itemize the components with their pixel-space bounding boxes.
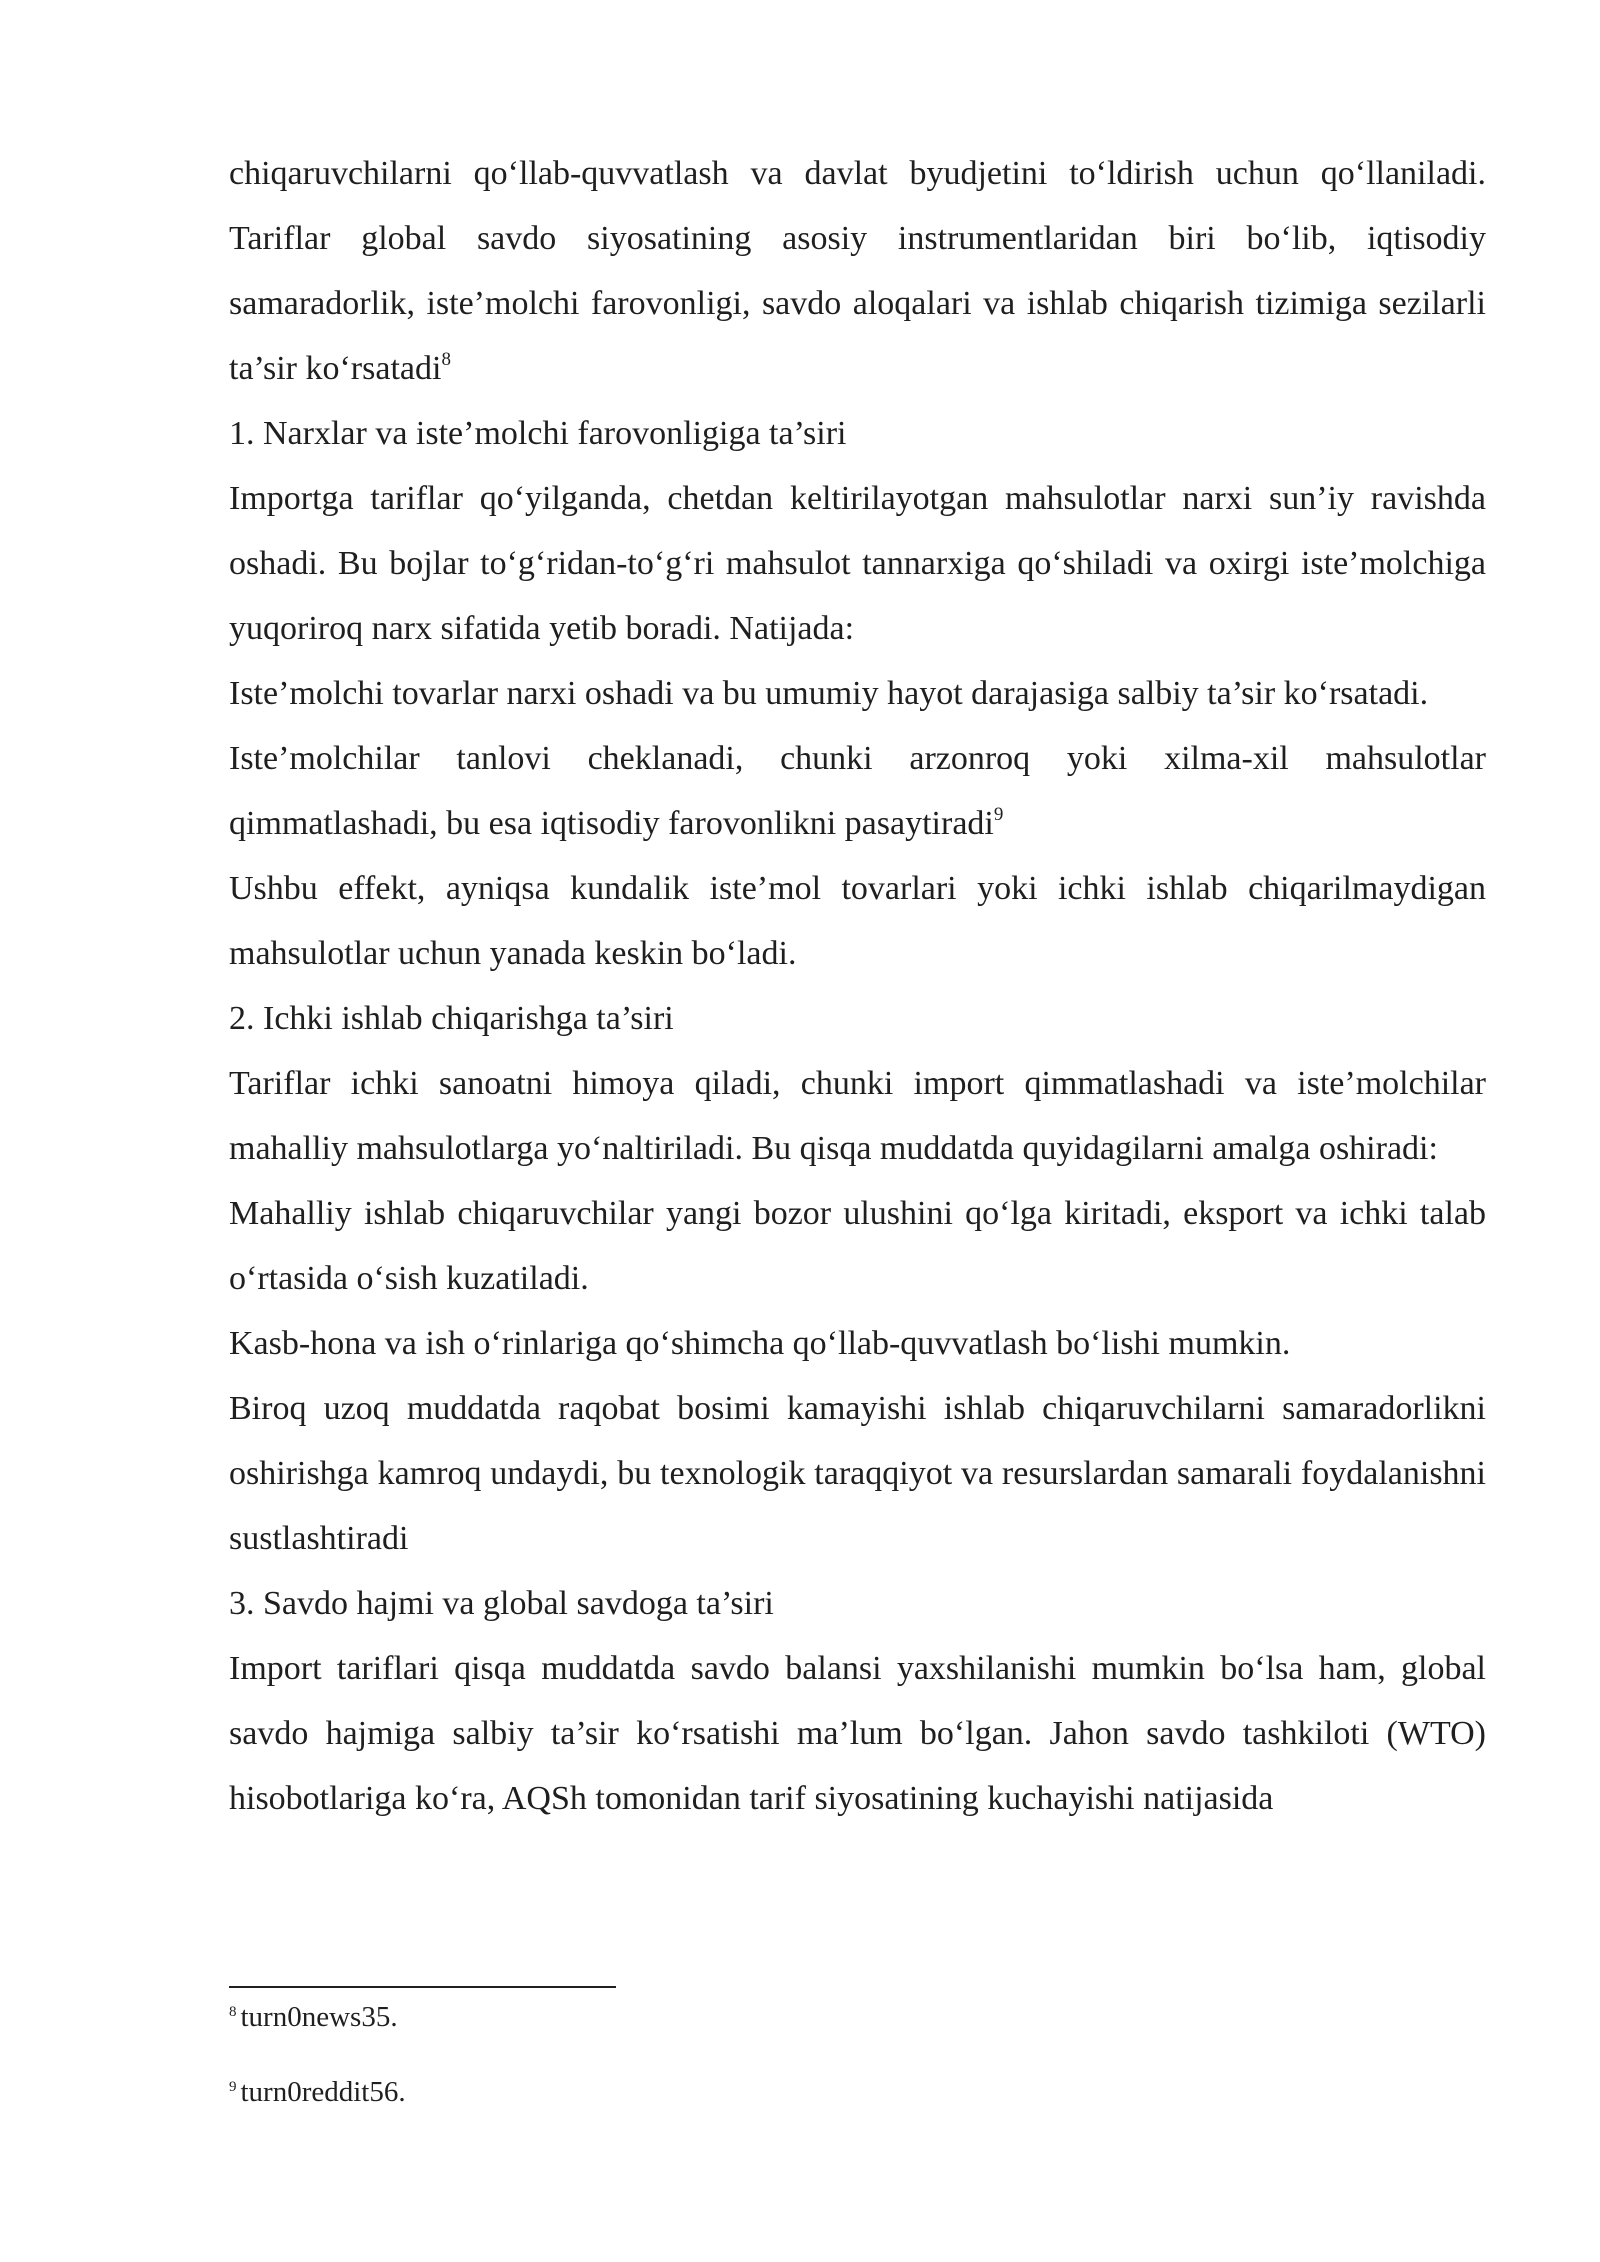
paragraph: Iste’molchi tovarlar narxi oshadi va bu umumiy hayot darajasiga salbiy ta’sir ko‘rsatadi.	[229, 675, 1429, 712]
paragraph: Mahalliy ishlab chiqaruvchilar yangi bozor ulushini qo‘lga kiritadi, eksport va ichki talab o‘rtasida o‘sish kuzatiladi.	[229, 1195, 1486, 1297]
section-heading: 2. Ichki ishlab chiqarishga ta’siri	[229, 1000, 674, 1037]
footnote-separator	[229, 1986, 616, 1988]
paragraph: chiqaruvchilarni qo‘llab-quvvatlash va davlat byudjetini to‘ldirish uchun qo‘llaniladi. Tariflar global savdo siyosatining asosiy instrumentlaridan biri bo‘lib, iqtisodiy samaradorlik, iste’molchi farovonligi, savdo aloqalari va ishlab chiqarish tizimiga sezilarli ta’sir ko‘rsatadi$^8$	[229, 155, 1486, 387]
paragraph: Biroq uzoq muddatda raqobat bosimi kamayishi ishlab chiqaruvchilarni samaradorlikni oshirishga kamroq undaydi, bu texnologik taraqqiyot va resurslardan samarali foydalanishni sustlashtiradi	[229, 1390, 1486, 1557]
section-heading: 1. Narxlar va iste’molchi farovonligiga ta’siri	[229, 415, 847, 452]
footnote	[229, 2077, 406, 2107]
paragraph: Import tariflari qisqa muddatda savdo balansi yaxshilanishi mumkin bo‘lsa ham, global savdo hajmiga salbiy ta’sir ko‘rsatishi ma’lum bo‘lgan. Jahon savdo tashkiloti (WTO) hisobotlariga ko‘ra, AQSh tomonidan tarif siyosatining kuchayishi natijasida	[229, 1650, 1486, 1817]
paragraph: Tariflar ichki sanoatni himoya qiladi, chunki import qimmatlashadi va iste’molchilar mahalliy mahsulotlarga yo‘naltiriladi. Bu qisqa muddatda quyidagilarni amalga oshiradi:	[229, 1065, 1486, 1167]
footnote	[229, 2002, 398, 2032]
footnote-number: 9	[229, 2079, 237, 2095]
footnote-ref[interactable]: 9	[993, 804, 1004, 825]
paragraph: Importga tariflar qo‘yilganda, chetdan keltirilayotgan mahsulotlar narxi sun’iy ravishda oshadi. Bu bojlar to‘g‘ridan-to‘g‘ri mahsulot tannarxiga qo‘shiladi va oxirgi iste’molchiga yuqoriroq narx sifatida yetib boradi. Natijada:	[229, 480, 1486, 647]
footnote-text: turn0news35.	[240, 2001, 398, 2033]
footnote-text: turn0reddit56.	[240, 2076, 406, 2108]
paragraph: Iste’molchilar tanlovi cheklanadi, chunki arzonroq yoki xilma-xil mahsulotlar qimmatlashadi, bu esa iqtisodiy farovonlikni pasaytiradi$^9$	[229, 740, 1486, 842]
paragraph: Kasb-hona va ish o‘rinlariga qo‘shimcha qo‘llab-quvvatlash bo‘lishi mumkin.	[229, 1325, 1291, 1362]
footnote-number: 8	[229, 2004, 237, 2020]
footnote-ref[interactable]: 8	[441, 349, 451, 370]
section-heading: 3. Savdo hajmi va global savdoga ta’siri	[229, 1585, 774, 1622]
paragraph: Ushbu effekt, ayniqsa kundalik iste’mol tovarlari yoki ichki ishlab chiqarilmaydigan mahsulotlar uchun yanada keskin bo‘ladi.	[229, 870, 1486, 972]
document-body	[229, 141, 1486, 1831]
